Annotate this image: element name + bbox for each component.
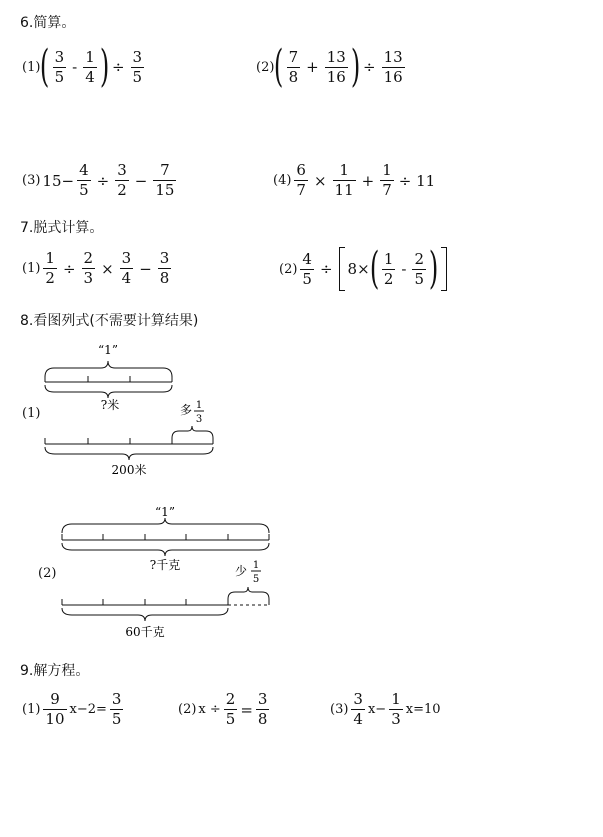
q9-3-expression — [330, 692, 441, 727]
numerator: 2 — [414, 249, 425, 268]
denominator: 5 — [252, 574, 260, 585]
numerator: 1 — [391, 690, 401, 708]
q6-3-expression — [22, 163, 179, 198]
numerator: 3 — [121, 249, 132, 267]
operator: × — [313, 171, 327, 190]
less-label: 少 — [235, 564, 248, 578]
operator: ÷ — [111, 58, 125, 76]
top-label: “1” — [155, 505, 175, 519]
q9-1-label: (1) — [22, 702, 41, 717]
bottom-brace — [62, 543, 269, 556]
denominator: 5 — [225, 710, 236, 728]
left-paren: ( — [40, 41, 50, 92]
denominator: 5 — [54, 67, 65, 86]
denominator: 5 — [79, 181, 89, 199]
right-bracket — [441, 247, 447, 291]
denominator: 7 — [382, 181, 392, 199]
denominator: 2 — [45, 269, 55, 287]
operator: - — [401, 260, 407, 278]
equation-term: x ÷ — [198, 702, 221, 717]
fraction — [82, 251, 96, 286]
fraction — [158, 251, 172, 286]
numerator: 1 — [45, 249, 55, 267]
numerator: 9 — [50, 690, 60, 708]
denominator: 11 — [334, 181, 354, 199]
q7-1-label: (1) — [22, 261, 41, 276]
denominator: 5 — [302, 269, 312, 288]
denominator: 5 — [132, 67, 143, 86]
operator: − — [134, 171, 148, 190]
fraction — [83, 47, 97, 86]
top-brace — [62, 518, 269, 533]
fraction — [256, 692, 270, 727]
denominator: 8 — [257, 710, 268, 728]
q7-2-expression — [279, 243, 450, 294]
equation-term: x− — [367, 702, 387, 717]
denominator: 4 — [121, 269, 132, 287]
denominator: 10 — [45, 710, 65, 728]
q8-2-diagram — [0, 495, 603, 645]
numerator: 3 — [111, 690, 122, 708]
equals-sign: = — [240, 700, 253, 719]
q8-1-label: (1) — [22, 406, 41, 421]
equation-term: x−2= — [69, 702, 107, 717]
numerator: 4 — [302, 249, 312, 268]
fraction — [224, 692, 238, 727]
fraction — [333, 163, 356, 198]
q7-2-label: (2) — [279, 261, 298, 277]
total-brace — [62, 608, 228, 621]
right-paren: ) — [99, 41, 110, 92]
unknown-label: ?千克 — [149, 558, 181, 572]
operator: ÷ — [96, 171, 110, 190]
operator: ÷ — [62, 259, 76, 278]
q9-2-expression — [178, 692, 272, 727]
numerator: 1 — [195, 400, 203, 411]
fraction — [287, 47, 301, 86]
q8-2-label: (2) — [38, 566, 57, 581]
fraction — [153, 163, 176, 198]
denominator: 3 — [83, 269, 94, 287]
fraction — [120, 251, 134, 286]
fraction — [131, 47, 145, 86]
unknown-label: ?米 — [100, 398, 120, 412]
numerator: 1 — [339, 161, 349, 179]
q9-2-label: (2) — [178, 702, 197, 717]
denominator: 2 — [383, 269, 394, 288]
right-paren: ) — [428, 243, 439, 294]
extra-brace — [172, 426, 213, 438]
q6-1-label: (1) — [22, 59, 41, 75]
q6-2-expression — [256, 41, 408, 92]
q9-1-expression — [22, 692, 126, 727]
numerator: 1 — [383, 249, 394, 268]
fraction — [382, 249, 396, 288]
q6-3-label: (3) — [22, 173, 41, 188]
fraction — [325, 47, 348, 86]
fraction — [115, 163, 129, 198]
numerator: 2 — [225, 690, 236, 708]
numerator: 3 — [353, 690, 363, 708]
fraction — [412, 249, 426, 288]
top-label: “1” — [98, 343, 118, 357]
denominator: 2 — [117, 181, 127, 199]
total-label: 200米 — [111, 463, 147, 477]
numerator: 3 — [117, 161, 127, 179]
numerator: 7 — [160, 161, 170, 179]
right-paren: ) — [350, 41, 361, 92]
operator: − — [139, 259, 152, 278]
operator: × — [101, 259, 114, 278]
q8-1-diagram — [0, 330, 603, 480]
numerator: 3 — [132, 47, 143, 66]
equation-term: x=10 — [405, 702, 441, 717]
denominator: 3 — [195, 414, 203, 425]
numerator: 3 — [54, 47, 65, 66]
left-bracket — [339, 247, 345, 291]
denominator: 5 — [414, 269, 425, 288]
numerator: 3 — [257, 690, 268, 708]
fraction — [380, 163, 394, 198]
fraction — [77, 163, 91, 198]
fraction — [43, 692, 66, 727]
numerator: 13 — [383, 47, 403, 66]
fraction — [53, 47, 67, 86]
operator: + — [361, 171, 375, 190]
bottom-brace — [45, 385, 172, 398]
denominator: 4 — [353, 710, 363, 728]
numerator: 6 — [296, 161, 306, 179]
denominator: 15 — [155, 181, 175, 199]
q6-4-expression — [273, 163, 435, 198]
numerator: 13 — [326, 47, 346, 66]
denominator: 16 — [383, 67, 403, 86]
denominator: 7 — [296, 181, 306, 199]
fraction — [110, 692, 124, 727]
fraction — [43, 251, 57, 286]
fraction — [294, 163, 308, 198]
numerator: 1 — [85, 47, 95, 66]
left-paren: ( — [369, 243, 379, 294]
numerator: 1 — [382, 161, 392, 179]
leading-term: 15− — [42, 171, 75, 190]
operator: ÷ — [319, 260, 333, 278]
fraction — [382, 47, 405, 86]
inner-term: 8× — [347, 260, 370, 278]
section-9-title: 9.解方程。 — [20, 663, 90, 679]
operator: ÷ — [362, 58, 376, 76]
denominator: 3 — [391, 710, 401, 728]
denominator: 16 — [326, 67, 346, 86]
fraction — [351, 692, 365, 727]
denominator: 5 — [111, 710, 122, 728]
q7-1-expression — [22, 251, 174, 286]
q9-3-label: (3) — [330, 702, 349, 717]
top-brace — [45, 361, 172, 377]
more-label: 多 — [180, 403, 193, 417]
numerator: 3 — [159, 249, 170, 267]
section-6-title: 6.简算。 — [20, 15, 76, 31]
numerator: 2 — [83, 249, 94, 267]
q6-2-label: (2) — [256, 59, 275, 75]
denominator: 8 — [159, 269, 170, 287]
fraction — [389, 692, 403, 727]
denominator: 8 — [288, 67, 299, 86]
operator: - — [72, 58, 78, 76]
total-brace — [45, 447, 213, 460]
numerator: 4 — [79, 161, 89, 179]
fraction — [300, 249, 314, 288]
q6-1-expression — [22, 41, 147, 92]
denominator: 4 — [85, 67, 95, 86]
section-8-title: 8.看图列式(不需要计算结果) — [20, 313, 199, 329]
less-brace — [228, 587, 269, 599]
left-paren: ( — [274, 41, 284, 92]
section-7-title: 7.脱式计算。 — [20, 220, 104, 236]
q6-4-label: (4) — [273, 173, 292, 188]
operator: + — [306, 58, 319, 76]
numerator: 7 — [288, 47, 299, 66]
total-label: 60千克 — [125, 625, 165, 639]
numerator: 1 — [252, 560, 260, 571]
trailing-term: ÷ 11 — [398, 171, 436, 190]
